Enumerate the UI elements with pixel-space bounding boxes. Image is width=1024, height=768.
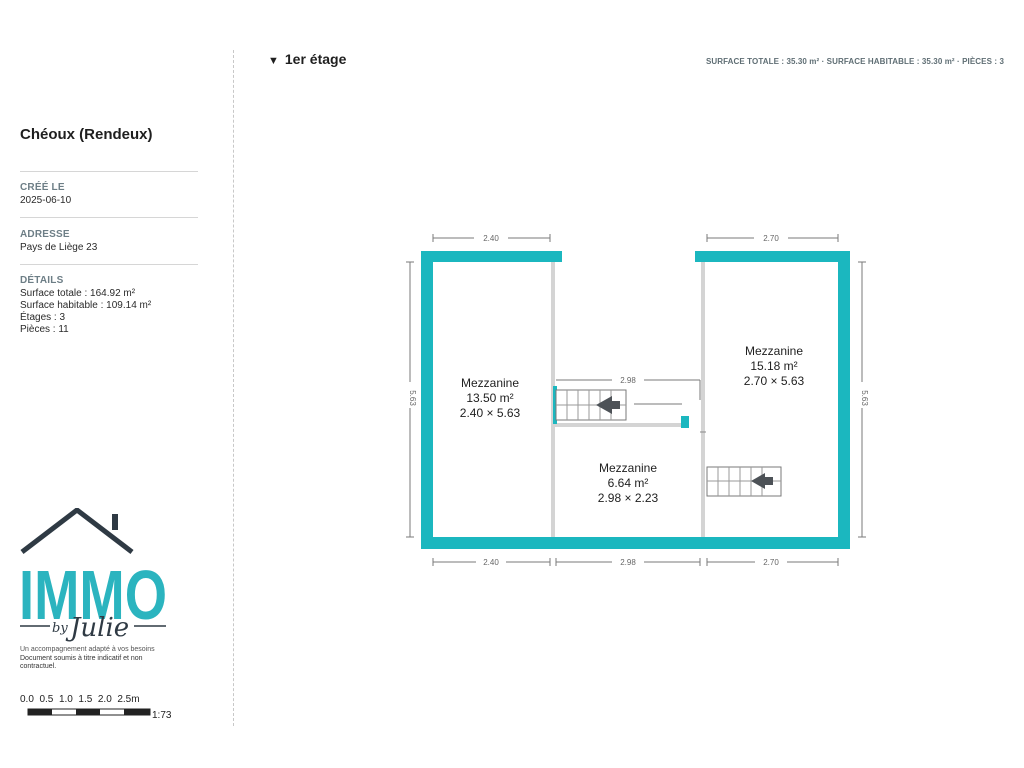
address-label: ADRESSE [20, 229, 70, 240]
outer-wall [421, 251, 562, 262]
scale-tick-label: 2.0 [97, 694, 112, 705]
dim-label: 2.40 [483, 558, 499, 567]
room-area: 15.18 m² [750, 359, 798, 373]
scale-tick-label: 0.5 [39, 694, 54, 705]
dim-label: 2.70 [763, 558, 779, 567]
logo-disclaimer-text: Document soumis à titre indicatif et non contractuel. [20, 654, 143, 670]
scale-tick-label: 2.5m [117, 694, 140, 705]
dim-label: 2.70 [763, 234, 779, 243]
room-dims: 2.98 × 2.23 [597, 491, 659, 505]
outer-wall [421, 251, 433, 549]
room-name: Mezzanine [460, 376, 520, 390]
room-area: 13.50 m² [466, 391, 514, 405]
property-title: Chéoux (Rendeux) [20, 126, 153, 143]
scale-tick-label: 0.0 [20, 694, 34, 705]
details-line: Pièces : 11 [20, 324, 69, 335]
room-name: Mezzanine [744, 344, 804, 358]
collapse-triangle-icon: ▼ [268, 55, 279, 67]
inner-wall [555, 423, 685, 427]
details-line: Surface totale : 164.92 m² [20, 288, 136, 299]
scale-tick-label: 1.0 [58, 694, 73, 705]
outer-wall [421, 537, 850, 549]
created-value: 2025-06-10 [20, 195, 72, 206]
logo-by: by [52, 621, 68, 636]
logo-name: Julie [70, 613, 130, 643]
scale-ratio: 1:73 [152, 710, 172, 721]
room-label [719, 344, 829, 389]
dim-label: 2.40 [483, 234, 499, 243]
floor-title-text: 1er étage [284, 51, 347, 67]
dim-label: 2.98 [620, 376, 636, 385]
details-line: Surface habitable : 109.14 m² [20, 300, 152, 311]
details-line: Étages : 3 [20, 312, 66, 323]
scale-tick-label: 1.5 [78, 694, 93, 705]
details-label: DÉTAILS [20, 275, 64, 286]
dim-label: 5.63 [408, 390, 417, 406]
logo-word: IMMO [20, 556, 167, 634]
room-dims: 2.40 × 5.63 [459, 406, 521, 420]
staircase [556, 390, 682, 420]
room-name: Mezzanine [598, 461, 658, 475]
dim-label: 2.98 [620, 558, 636, 567]
inner-wall [701, 262, 705, 538]
dim-label: 5.63 [860, 390, 869, 406]
staircase [707, 467, 781, 496]
floor-summary: SURFACE TOTALE : 35.30 m² · SURFACE HABITABLE : 35.30 m² · PIÈCES : 3 [705, 57, 1004, 66]
opening-jamb [681, 416, 689, 428]
room-label [435, 376, 545, 421]
room-area: 6.64 m² [607, 476, 649, 490]
outer-wall [838, 251, 850, 549]
room-dims: 2.70 × 5.63 [743, 374, 805, 388]
room-label [573, 461, 683, 506]
created-label: CRÉÉ LE [20, 182, 65, 193]
outer-wall [695, 251, 850, 262]
address-value: Pays de Liège 23 [20, 242, 98, 253]
logo-tagline: Un accompagnement adapté à vos besoins [20, 646, 155, 653]
